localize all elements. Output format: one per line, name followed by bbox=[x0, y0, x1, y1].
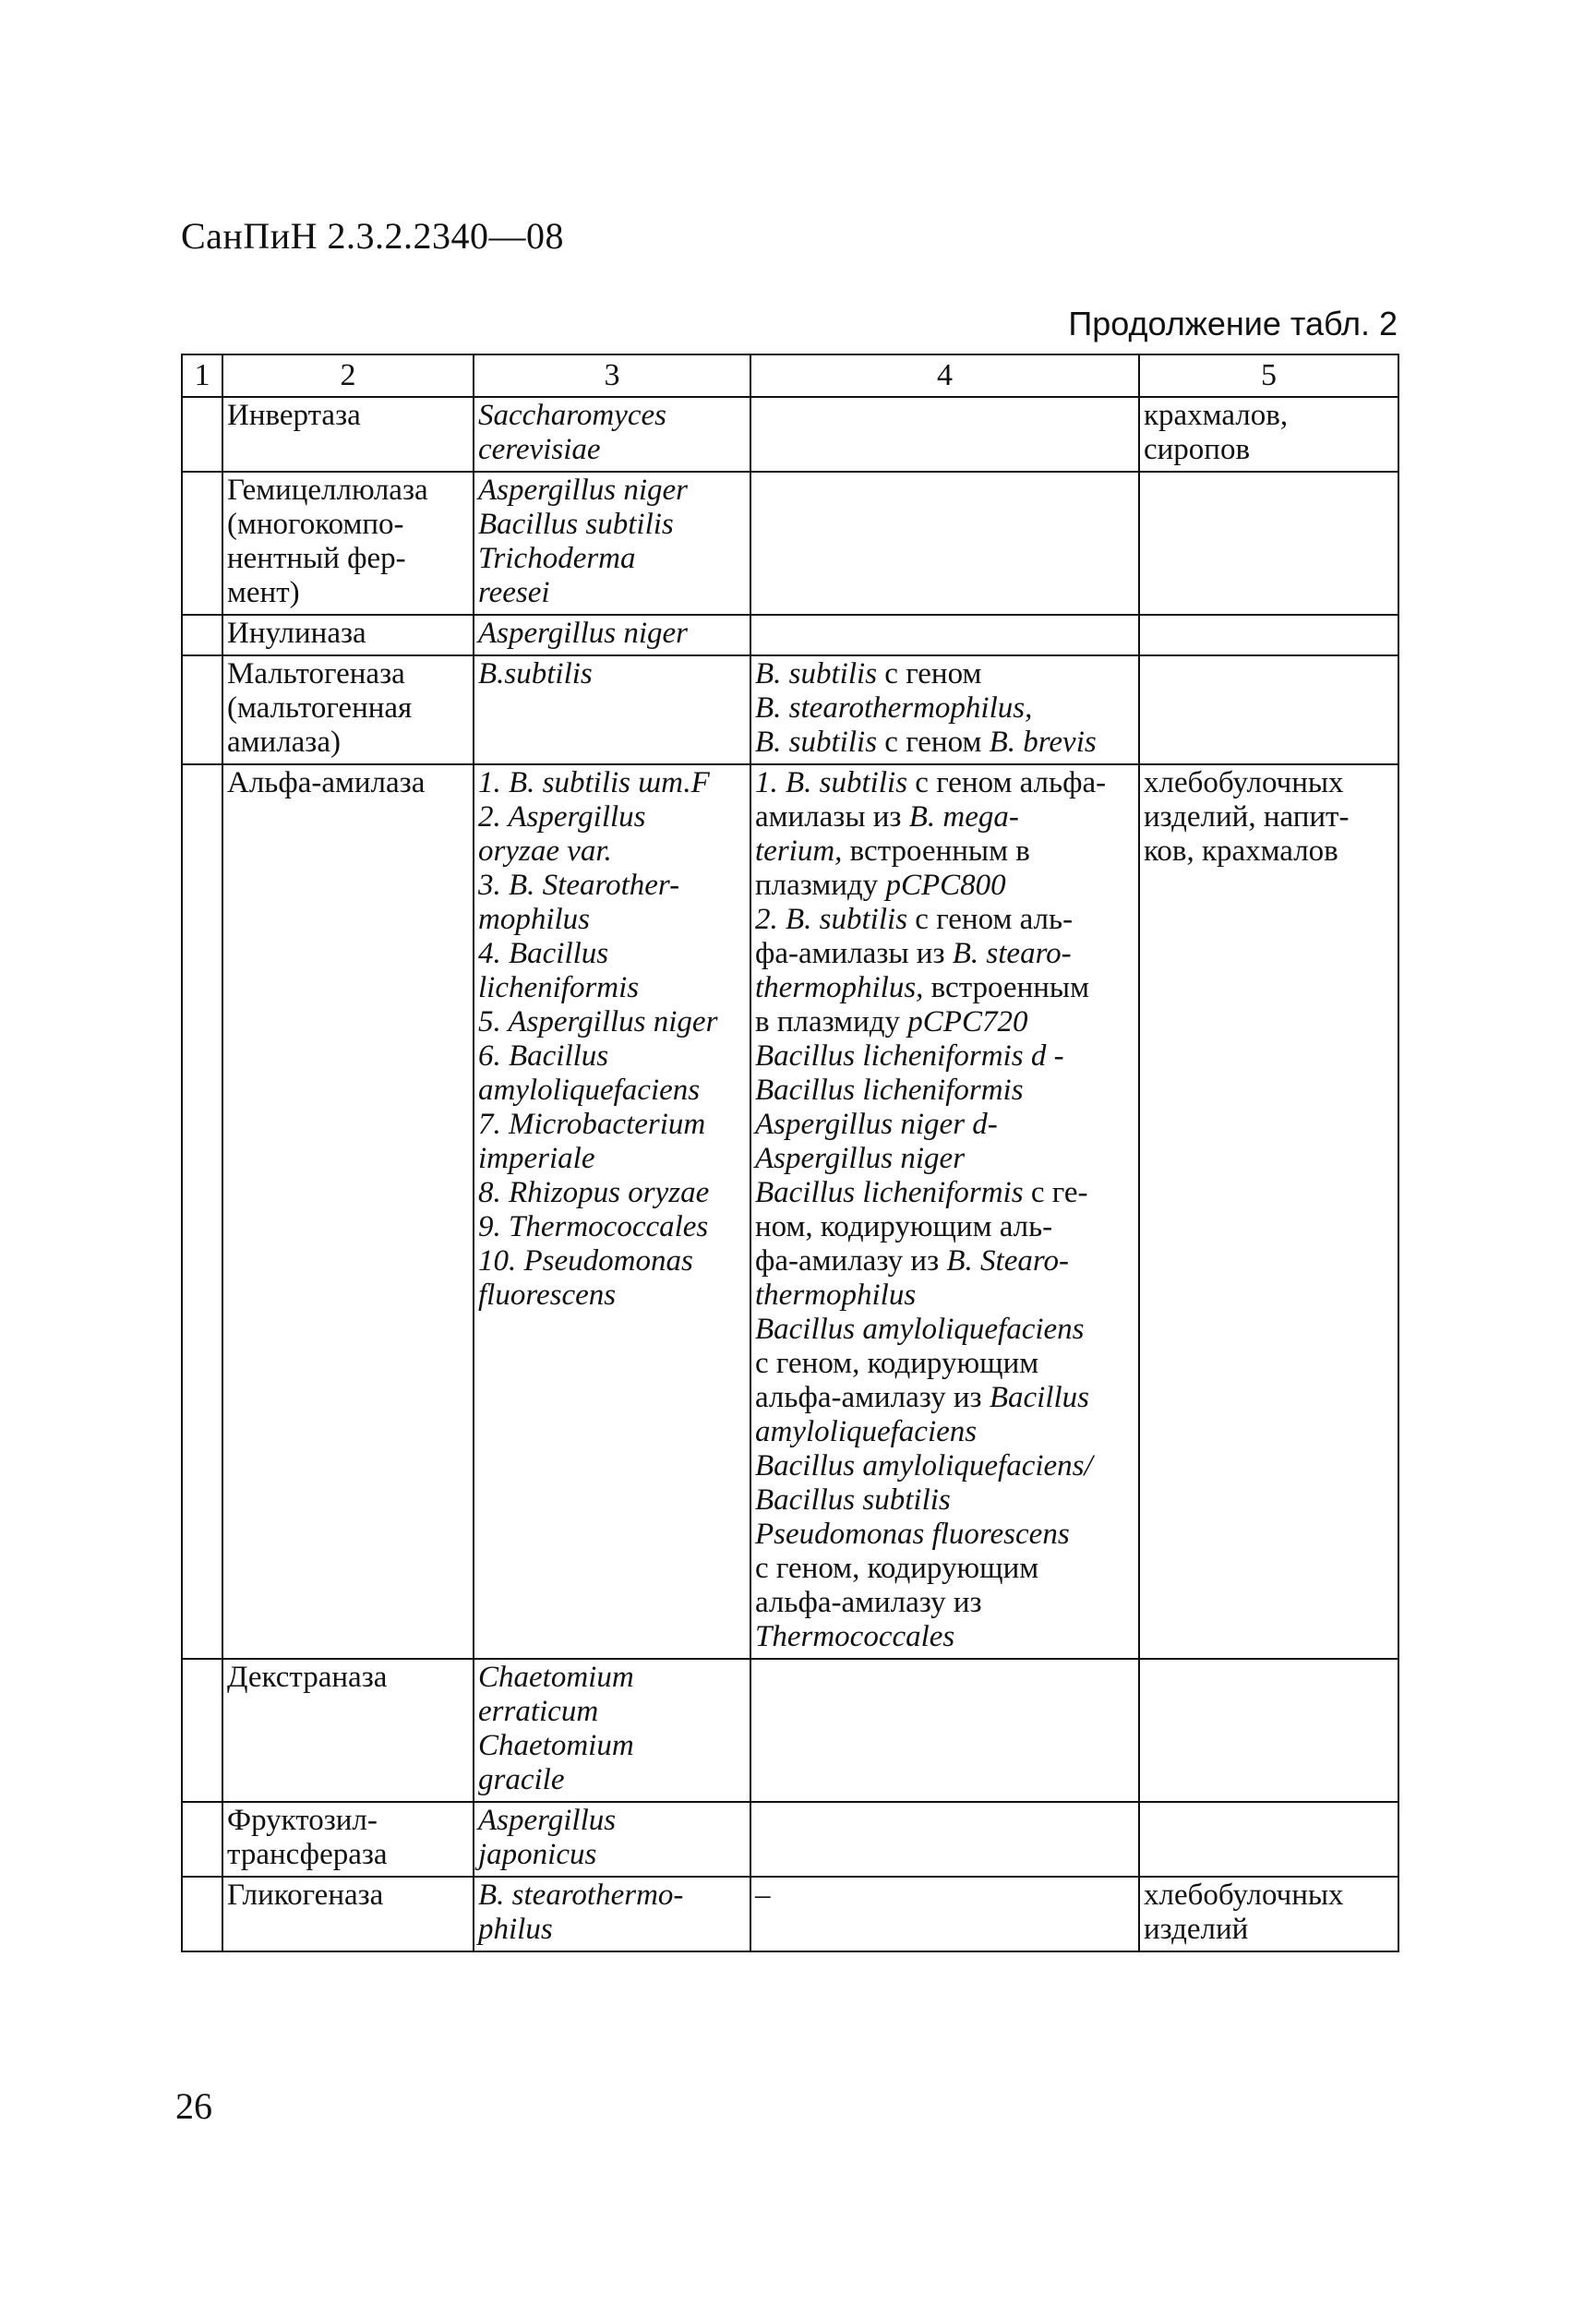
cell-line: reesei bbox=[478, 576, 550, 609]
cell-line: oryzae var. bbox=[478, 834, 612, 868]
cell-line: альфа-амилазу из bbox=[755, 1586, 982, 1619]
column-number-5: 5 bbox=[1139, 354, 1398, 397]
cell-line: Bacillus amyloliquefaciens/ bbox=[755, 1449, 1093, 1483]
application-cell bbox=[1139, 615, 1398, 655]
application-cell bbox=[1139, 472, 1398, 615]
cell-line: Bacillus licheniformis с ге- bbox=[755, 1176, 1088, 1209]
column-number-2: 2 bbox=[222, 354, 474, 397]
table-row bbox=[182, 764, 1398, 1659]
gmo-strains-cell bbox=[750, 472, 1139, 615]
table-row bbox=[182, 1659, 1398, 1802]
source-organisms-cell bbox=[474, 655, 750, 764]
enzyme-cell bbox=[222, 1802, 474, 1877]
cell-line: amyloliquefaciens bbox=[478, 1074, 701, 1107]
source-organisms-cell bbox=[474, 764, 750, 1659]
cell-line: ков, крахмалов bbox=[1144, 834, 1338, 868]
cell-line: 3. B. Stearother- bbox=[478, 869, 680, 902]
cell-line: Chaetomium bbox=[478, 1661, 634, 1694]
application-cell bbox=[1139, 1802, 1398, 1877]
table-row bbox=[182, 397, 1398, 472]
row-number-cell bbox=[182, 472, 222, 615]
row-number-cell bbox=[182, 764, 222, 1659]
table-row bbox=[182, 655, 1398, 764]
cell-line: 7. Microbacterium bbox=[478, 1108, 706, 1141]
application-cell bbox=[1139, 655, 1398, 764]
enzyme-cell bbox=[222, 615, 474, 655]
cell-line: Saccharomyces bbox=[478, 399, 667, 432]
cell-line: 5. Aspergillus niger bbox=[478, 1005, 718, 1038]
cell-line: cerevisiae bbox=[478, 433, 601, 466]
row-number-cell bbox=[182, 615, 222, 655]
cell-line: амилаза) bbox=[227, 726, 341, 759]
row-number-cell bbox=[182, 655, 222, 764]
enzyme-cell bbox=[222, 1877, 474, 1951]
cell-line: Aspergillus niger bbox=[478, 474, 689, 507]
cell-line: Альфа-амилаза bbox=[227, 766, 426, 799]
cell-line: фа-амилазы из B. stearo- bbox=[755, 937, 1072, 970]
cell-line: (многокомпо- bbox=[227, 508, 404, 541]
column-number-4: 4 bbox=[750, 354, 1139, 397]
table-row bbox=[182, 1877, 1398, 1951]
application-cell bbox=[1139, 1659, 1398, 1802]
cell-line: licheniformis bbox=[478, 971, 640, 1004]
cell-line: japonicus bbox=[478, 1838, 597, 1871]
row-number-cell bbox=[182, 1802, 222, 1877]
cell-line: philus bbox=[478, 1913, 553, 1946]
page-number: 26 bbox=[175, 2085, 212, 2127]
cell-line: terium, встроенным в bbox=[755, 834, 1030, 868]
cell-line: хлебобулочных bbox=[1144, 1879, 1344, 1912]
cell-line: трансфераза bbox=[227, 1838, 388, 1871]
source-organisms-cell bbox=[474, 1659, 750, 1802]
cell-line: мент) bbox=[227, 576, 300, 609]
row-number-cell bbox=[182, 1659, 222, 1802]
application-cell bbox=[1139, 397, 1398, 472]
cell-line: Bacillus licheniformis d - bbox=[755, 1039, 1064, 1073]
gmo-strains-cell bbox=[750, 615, 1139, 655]
cell-line: thermophilus, встроенным bbox=[755, 971, 1089, 1004]
cell-line: изделий bbox=[1144, 1913, 1249, 1946]
cell-line: плазмиду pCPC800 bbox=[755, 869, 1006, 902]
cell-line: 2. B. subtilis с геном аль- bbox=[755, 903, 1074, 936]
cell-line: erraticum bbox=[478, 1695, 599, 1728]
enzyme-cell bbox=[222, 655, 474, 764]
cell-line: хлебобулочных bbox=[1144, 766, 1344, 799]
cell-line: Гликогеназа bbox=[227, 1879, 384, 1912]
source-organisms-cell bbox=[474, 1877, 750, 1951]
cell-line: gracile bbox=[478, 1763, 565, 1796]
cell-line: Инулиназа bbox=[227, 617, 366, 650]
cell-line: Bacillus licheniformis bbox=[755, 1074, 1024, 1107]
cell-line: Bacillus subtilis bbox=[755, 1483, 951, 1517]
cell-line: – bbox=[755, 1879, 771, 1912]
gmo-strains-cell bbox=[750, 655, 1139, 764]
column-number-3: 3 bbox=[474, 354, 750, 397]
gmo-strains-cell bbox=[750, 764, 1139, 1659]
table-body bbox=[182, 397, 1398, 1951]
cell-line: Фруктозил- bbox=[227, 1804, 378, 1837]
cell-line: B. subtilis с геном bbox=[755, 657, 982, 690]
cell-line: 6. Bacillus bbox=[478, 1039, 609, 1073]
cell-line: mophilus bbox=[478, 903, 591, 936]
cell-line: B. subtilis с геном B. brevis bbox=[755, 726, 1097, 759]
cell-line: Декстраназа bbox=[227, 1661, 388, 1694]
cell-line: Thermococcales bbox=[755, 1620, 955, 1653]
cell-line: ном, кодирующим аль- bbox=[755, 1210, 1053, 1243]
cell-line: Aspergillus niger bbox=[478, 617, 689, 650]
row-number-cell bbox=[182, 1877, 222, 1951]
column-number-1: 1 bbox=[182, 354, 222, 397]
cell-line: Aspergillus niger bbox=[755, 1142, 966, 1175]
cell-line: fluorescens bbox=[478, 1279, 617, 1312]
cell-line: Мальтогеназа bbox=[227, 657, 405, 690]
cell-line: B. stearothermo- bbox=[478, 1879, 684, 1912]
cell-line: Pseudomonas fluorescens bbox=[755, 1518, 1070, 1551]
application-cell bbox=[1139, 764, 1398, 1659]
table-row bbox=[182, 1802, 1398, 1877]
source-organisms-cell bbox=[474, 397, 750, 472]
cell-line: (мальтогенная bbox=[227, 691, 413, 725]
source-organisms-cell bbox=[474, 1802, 750, 1877]
enzyme-cell bbox=[222, 764, 474, 1659]
gmo-strains-cell bbox=[750, 1659, 1139, 1802]
cell-line: изделий, напит- bbox=[1144, 800, 1350, 834]
document-code: СанПиН 2.3.2.2340—08 bbox=[181, 215, 565, 257]
cell-line: 1. B. subtilis с геном альфа- bbox=[755, 766, 1107, 799]
gmo-strains-cell bbox=[750, 1877, 1139, 1951]
table-row bbox=[182, 615, 1398, 655]
cell-line: Trichoderma bbox=[478, 542, 636, 575]
source-organisms-cell bbox=[474, 472, 750, 615]
cell-line: с геном, кодирующим bbox=[755, 1552, 1039, 1585]
cell-line: нентный фер- bbox=[227, 542, 406, 575]
cell-line: Aspergillus niger d- bbox=[755, 1108, 998, 1141]
cell-line: thermophilus bbox=[755, 1279, 917, 1312]
cell-line: фа-амилазу из B. Stearo- bbox=[755, 1244, 1069, 1278]
cell-line: Bacillus amyloliquefaciens bbox=[755, 1313, 1085, 1346]
enzyme-cell bbox=[222, 397, 474, 472]
cell-line: imperiale bbox=[478, 1142, 595, 1175]
cell-line: 9. Thermococcales bbox=[478, 1210, 709, 1243]
cell-line: Гемицеллюлаза bbox=[227, 474, 428, 507]
table-continuation-label: Продолжение табл. 2 bbox=[1068, 305, 1398, 342]
cell-line: крахмалов, bbox=[1144, 399, 1289, 432]
cell-line: амилазы из B. mega- bbox=[755, 800, 1019, 834]
row-number-cell bbox=[182, 397, 222, 472]
cell-line: 8. Rhizopus oryzae bbox=[478, 1176, 710, 1209]
cell-line: 10. Pseudomonas bbox=[478, 1244, 693, 1278]
table-header-row bbox=[182, 354, 1398, 397]
cell-line: Инвертаза bbox=[227, 399, 361, 432]
cell-line: с геном, кодирующим bbox=[755, 1347, 1039, 1380]
cell-line: 1. B. subtilis шт.F bbox=[478, 766, 710, 799]
cell-line: B. stearothermophilus, bbox=[755, 691, 1033, 725]
source-organisms-cell bbox=[474, 615, 750, 655]
enzyme-cell bbox=[222, 472, 474, 615]
gmo-strains-cell bbox=[750, 397, 1139, 472]
cell-line: 4. Bacillus bbox=[478, 937, 609, 970]
table-row bbox=[182, 472, 1398, 615]
enzyme-cell bbox=[222, 1659, 474, 1802]
cell-line: 2. Aspergillus bbox=[478, 800, 646, 834]
enzymes-table bbox=[181, 354, 1399, 1952]
application-cell bbox=[1139, 1877, 1398, 1951]
cell-line: в плазмиду pCPC720 bbox=[755, 1005, 1028, 1038]
cell-line: Bacillus subtilis bbox=[478, 508, 674, 541]
cell-line: B.subtilis bbox=[478, 657, 593, 690]
cell-line: Chaetomium bbox=[478, 1729, 634, 1762]
gmo-strains-cell bbox=[750, 1802, 1139, 1877]
cell-line: сиропов bbox=[1144, 433, 1251, 466]
cell-line: amyloliquefaciens bbox=[755, 1415, 978, 1448]
cell-line: Aspergillus bbox=[478, 1804, 617, 1837]
cell-line: альфа-амилазу из Bacillus bbox=[755, 1381, 1089, 1414]
